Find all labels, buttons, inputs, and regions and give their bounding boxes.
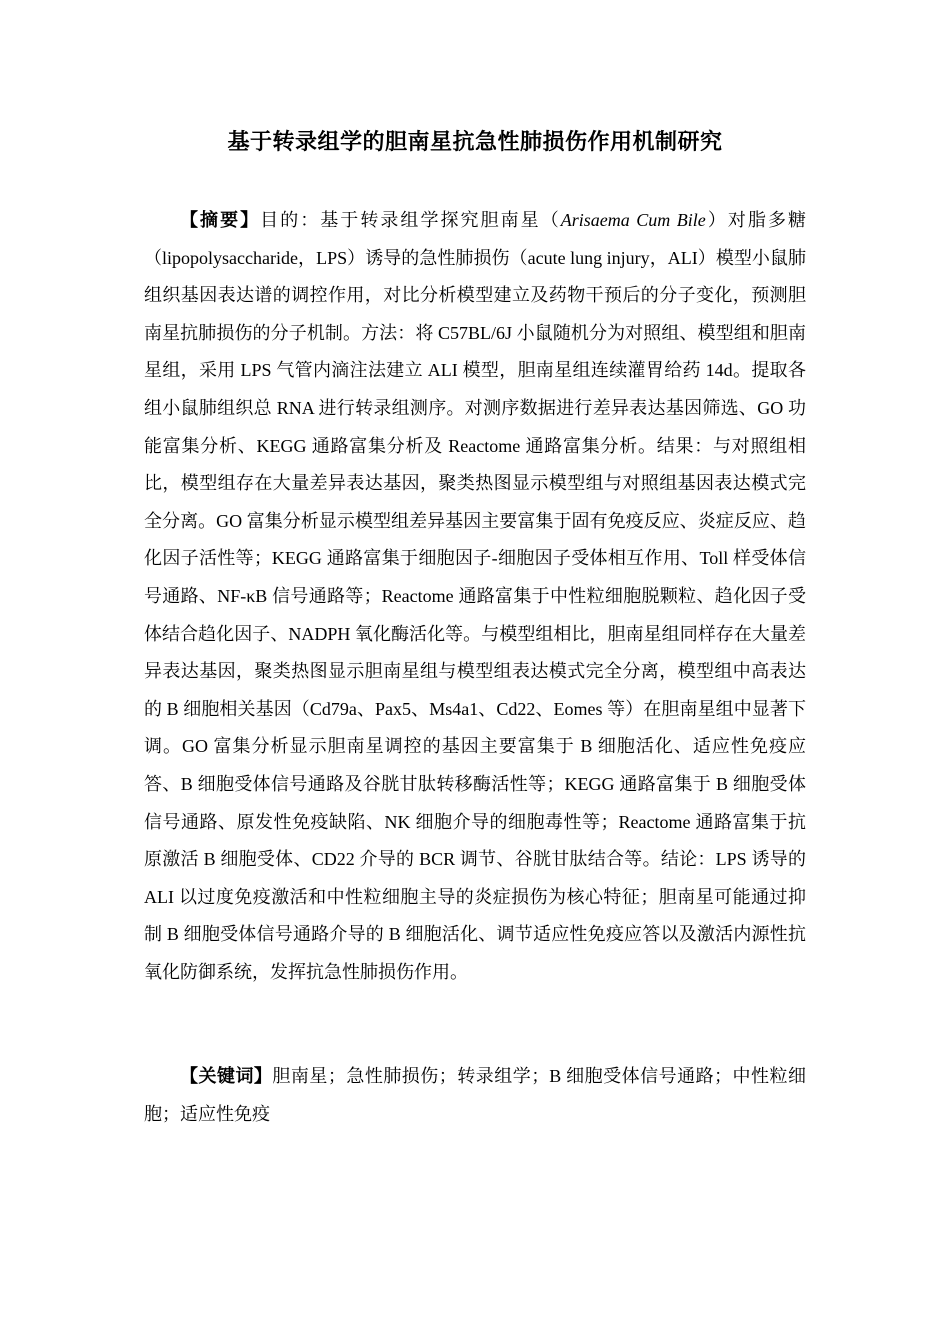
abstract-latin-name: Arisaema Cum Bile [560, 210, 706, 230]
keywords-text: 胆南星；急性肺损伤；转录组学；B 细胞受体信号通路；中性粒细胞；适应性免疫 [144, 1066, 806, 1124]
abstract-label: 【摘要】 [180, 210, 261, 231]
abstract-paragraph [144, 202, 806, 991]
abstract-intro: 目的：基于转录组学探究胆南星（ [260, 210, 561, 230]
keywords-paragraph [144, 1058, 806, 1133]
abstract-body: ）对脂多糖（lipopolysaccharide，LPS）诱导的急性肺损伤（acute lung injury，ALI）模型小鼠肺组织基因表达谱的调控作用，对比分析模型建立及药物干预后的分子变化，预测胆南星抗肺损伤的分子机制。方法：将 C57BL/6J 小鼠随机分为对照组、模型组和胆南星组，采用 LPS 气管内滴注法建立 ALI 模型，胆南星组连续灌胃给药 14d。提取各组小鼠肺组织总 RNA 进行转录组测序。对测序数据进行差异表达基因筛选、GO 功能富集分析、KEGG 通路富集分析及 Reactome 通路富集分析。结果：与对照组相比，模型组存在大量差异表达基因，聚类热图显示模型组与对照组基因表达模式完全分离。GO 富集分析显示模型组差异基因主要富集于固有免疫反应、炎症反应、趋化因子活性等；KEGG 通路富集于细胞因子-细胞因子受体相互作用、Toll 样受体信号通路、NF-κB 信号通路等；Reactome 通路富集于中性粒细胞脱颗粒、趋化因子受体结合趋化因子、NADPH 氧化酶活化等。与模型组相比，胆南星组同样存在大量差异表达基因，聚类热图显示胆南星组与模型组表达模式完全分离，模型组中高表达的 B 细胞相关基因（Cd79a、Pax5、Ms4a1、Cd22、Eomes 等）在胆南星组中显著下调。GO 富集分析显示胆南星调控的基因主要富集于 B 细胞活化、适应性免疫应答、B 细胞受体信号通路及谷胱甘肽转移酶活性等；KEGG 通路富集于 B 细胞受体信号通路、原发性免疫缺陷、NK 细胞介导的细胞毒性等；Reactome 通路富集于抗原激活 B 细胞受体、CD22 介导的 BCR 调节、谷胱甘肽结合等。结论：LPS 诱导的 ALI 以过度免疫激活和中性粒细胞主导的炎症损伤为核心特征；胆南星可能通过抑制 B 细胞受体信号通路介导的 B 细胞活化、调节适应性免疫应答以及激活内源性抗氧化防御系统，发挥抗急性肺损伤作用。 [144, 210, 806, 982]
keywords-label: 【关键词】 [180, 1066, 273, 1087]
paper-title: 基于转录组学的胆南星抗急性肺损伤作用机制研究 [227, 130, 723, 155]
